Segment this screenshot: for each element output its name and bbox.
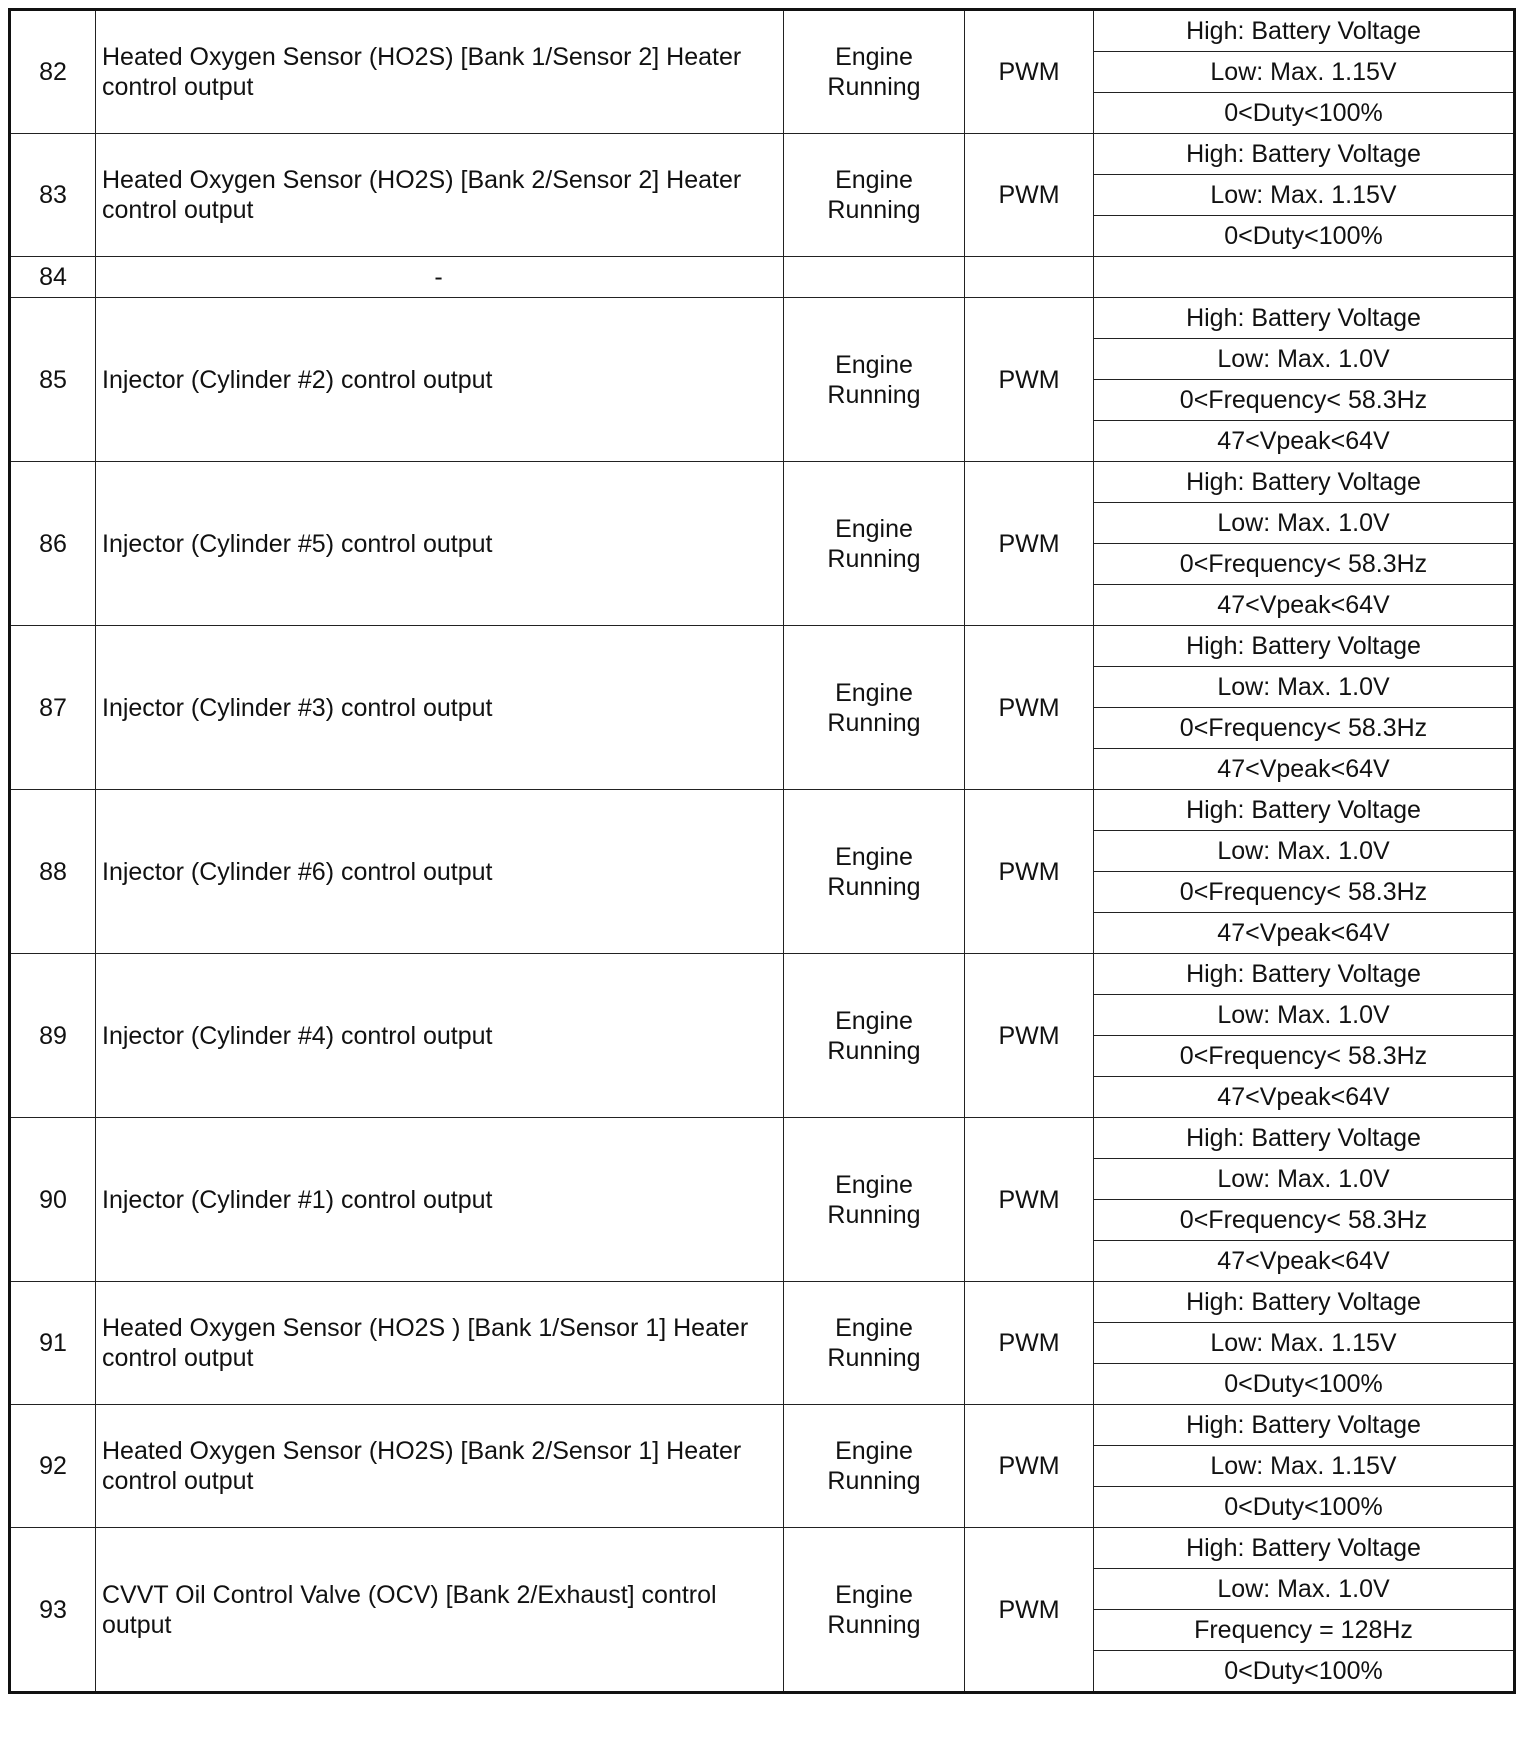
pin-description: - bbox=[96, 257, 784, 298]
pin-condition bbox=[784, 1282, 965, 1405]
signal-level: 0<Frequency< 58.3Hz bbox=[1094, 1036, 1515, 1077]
pin-description: Injector (Cylinder #2) control output bbox=[96, 298, 784, 462]
condition-line: Engine bbox=[835, 1314, 913, 1342]
signal-type: PWM bbox=[965, 134, 1094, 257]
condition-line: Running bbox=[827, 1467, 921, 1495]
signal-level: 0<Duty<100% bbox=[1094, 1487, 1515, 1528]
signal-level: Low: Max. 1.0V bbox=[1094, 339, 1515, 380]
pin-condition bbox=[784, 790, 965, 954]
pin-condition bbox=[784, 1405, 965, 1528]
signal-type: PWM bbox=[965, 1118, 1094, 1282]
signal-level: Low: Max. 1.15V bbox=[1094, 175, 1515, 216]
table-row bbox=[10, 10, 1515, 52]
pin-condition bbox=[784, 10, 965, 134]
pin-number: 90 bbox=[10, 1118, 96, 1282]
condition-line: Running bbox=[827, 1200, 921, 1229]
signal-type: PWM bbox=[965, 1405, 1094, 1528]
signal-type bbox=[965, 257, 1094, 298]
pin-number: 93 bbox=[10, 1528, 96, 1693]
signal-level: Low: Max. 1.0V bbox=[1094, 667, 1515, 708]
condition-line: Running bbox=[827, 872, 921, 901]
signal-level: 0<Frequency< 58.3Hz bbox=[1094, 1200, 1515, 1241]
signal-level: High: Battery Voltage bbox=[1094, 1118, 1515, 1159]
signal-level: Low: Max. 1.15V bbox=[1094, 52, 1515, 93]
pin-condition bbox=[784, 134, 965, 257]
signal-level: 47<Vpeak<64V bbox=[1094, 421, 1515, 462]
condition-line: Running bbox=[827, 544, 921, 573]
signal-level: Low: Max. 1.0V bbox=[1094, 995, 1515, 1036]
pin-number: 84 bbox=[10, 257, 96, 298]
signal-level: High: Battery Voltage bbox=[1094, 790, 1515, 831]
signal-level: High: Battery Voltage bbox=[1094, 1405, 1515, 1446]
condition-line: Running bbox=[827, 1344, 921, 1372]
signal-type: PWM bbox=[965, 10, 1094, 134]
pin-condition bbox=[784, 257, 965, 298]
condition-line: Engine bbox=[835, 1580, 913, 1609]
pin-condition bbox=[784, 626, 965, 790]
condition-line: Engine bbox=[835, 678, 913, 707]
signal-level: High: Battery Voltage bbox=[1094, 298, 1515, 339]
signal-level: High: Battery Voltage bbox=[1094, 626, 1515, 667]
condition-line: Engine bbox=[835, 514, 913, 543]
pin-table-body bbox=[10, 10, 1515, 1693]
signal-level: Low: Max. 1.0V bbox=[1094, 1159, 1515, 1200]
signal-level: 0<Frequency< 58.3Hz bbox=[1094, 380, 1515, 421]
signal-level: 47<Vpeak<64V bbox=[1094, 585, 1515, 626]
condition-line: Running bbox=[827, 380, 921, 409]
pin-description: Injector (Cylinder #3) control output bbox=[96, 626, 784, 790]
pin-condition bbox=[784, 462, 965, 626]
pin-condition bbox=[784, 954, 965, 1118]
table-row bbox=[10, 1118, 1515, 1159]
pin-description: Heated Oxygen Sensor (HO2S) [Bank 2/Sensor 1] Heater control output bbox=[96, 1405, 784, 1528]
table-row bbox=[10, 1528, 1515, 1569]
condition-line: Engine bbox=[835, 1437, 913, 1465]
pin-description: CVVT Oil Control Valve (OCV) [Bank 2/Exhaust] control output bbox=[96, 1528, 784, 1693]
pin-condition bbox=[784, 298, 965, 462]
pin-table-sheet bbox=[8, 8, 1513, 1694]
condition-line: Engine bbox=[835, 1006, 913, 1035]
signal-level: 0<Duty<100% bbox=[1094, 1364, 1515, 1405]
signal-level: Frequency = 128Hz bbox=[1094, 1610, 1515, 1651]
signal-level bbox=[1094, 257, 1515, 298]
condition-line: Running bbox=[827, 1610, 921, 1639]
signal-level: Low: Max. 1.15V bbox=[1094, 1323, 1515, 1364]
table-row bbox=[10, 1405, 1515, 1446]
pin-table bbox=[8, 8, 1516, 1694]
table-row bbox=[10, 462, 1515, 503]
pin-number: 89 bbox=[10, 954, 96, 1118]
signal-level: 0<Duty<100% bbox=[1094, 216, 1515, 257]
table-row bbox=[10, 626, 1515, 667]
table-row bbox=[10, 954, 1515, 995]
pin-number: 88 bbox=[10, 790, 96, 954]
signal-level: 47<Vpeak<64V bbox=[1094, 1077, 1515, 1118]
signal-level: 47<Vpeak<64V bbox=[1094, 749, 1515, 790]
signal-level: High: Battery Voltage bbox=[1094, 954, 1515, 995]
signal-level: 0<Duty<100% bbox=[1094, 93, 1515, 134]
pin-description: Injector (Cylinder #4) control output bbox=[96, 954, 784, 1118]
signal-level: 0<Frequency< 58.3Hz bbox=[1094, 544, 1515, 585]
pin-description: Heated Oxygen Sensor (HO2S ) [Bank 1/Sensor 1] Heater control output bbox=[96, 1282, 784, 1405]
pin-condition bbox=[784, 1528, 965, 1693]
signal-level: 0<Duty<100% bbox=[1094, 1651, 1515, 1693]
table-row bbox=[10, 298, 1515, 339]
pin-number: 92 bbox=[10, 1405, 96, 1528]
pin-description: Injector (Cylinder #6) control output bbox=[96, 790, 784, 954]
signal-level: Low: Max. 1.15V bbox=[1094, 1446, 1515, 1487]
pin-description: Heated Oxygen Sensor (HO2S) [Bank 1/Sensor 2] Heater control output bbox=[96, 10, 784, 134]
condition-line: Engine bbox=[835, 350, 913, 379]
condition-line: Engine bbox=[835, 842, 913, 871]
signal-type: PWM bbox=[965, 1528, 1094, 1693]
signal-type: PWM bbox=[965, 1282, 1094, 1405]
pin-number: 85 bbox=[10, 298, 96, 462]
pin-description: Injector (Cylinder #5) control output bbox=[96, 462, 784, 626]
signal-type: PWM bbox=[965, 626, 1094, 790]
table-row bbox=[10, 257, 1515, 298]
signal-level: Low: Max. 1.0V bbox=[1094, 831, 1515, 872]
signal-type: PWM bbox=[965, 954, 1094, 1118]
pin-condition bbox=[784, 1118, 965, 1282]
signal-level: High: Battery Voltage bbox=[1094, 462, 1515, 503]
pin-number: 91 bbox=[10, 1282, 96, 1405]
signal-level: Low: Max. 1.0V bbox=[1094, 1569, 1515, 1610]
signal-level: Low: Max. 1.0V bbox=[1094, 503, 1515, 544]
condition-line: Engine bbox=[835, 166, 913, 194]
signal-level: High: Battery Voltage bbox=[1094, 1282, 1515, 1323]
condition-line: Engine bbox=[835, 1170, 913, 1199]
signal-level: High: Battery Voltage bbox=[1094, 1528, 1515, 1569]
signal-type: PWM bbox=[965, 462, 1094, 626]
condition-line: Running bbox=[827, 196, 921, 224]
condition-line: Running bbox=[827, 73, 921, 101]
signal-level: High: Battery Voltage bbox=[1094, 10, 1515, 52]
pin-number: 82 bbox=[10, 10, 96, 134]
pin-number: 87 bbox=[10, 626, 96, 790]
pin-description: Heated Oxygen Sensor (HO2S) [Bank 2/Sensor 2] Heater control output bbox=[96, 134, 784, 257]
signal-level: 47<Vpeak<64V bbox=[1094, 1241, 1515, 1282]
table-row bbox=[10, 1282, 1515, 1323]
table-row bbox=[10, 790, 1515, 831]
pin-number: 86 bbox=[10, 462, 96, 626]
signal-type: PWM bbox=[965, 790, 1094, 954]
signal-level: 0<Frequency< 58.3Hz bbox=[1094, 708, 1515, 749]
signal-type: PWM bbox=[965, 298, 1094, 462]
signal-level: High: Battery Voltage bbox=[1094, 134, 1515, 175]
condition-line: Engine bbox=[835, 43, 913, 71]
signal-level: 0<Frequency< 58.3Hz bbox=[1094, 872, 1515, 913]
pin-number: 83 bbox=[10, 134, 96, 257]
signal-level: 47<Vpeak<64V bbox=[1094, 913, 1515, 954]
table-row bbox=[10, 134, 1515, 175]
condition-line: Running bbox=[827, 708, 921, 737]
condition-line: Running bbox=[827, 1036, 921, 1065]
pin-description: Injector (Cylinder #1) control output bbox=[96, 1118, 784, 1282]
